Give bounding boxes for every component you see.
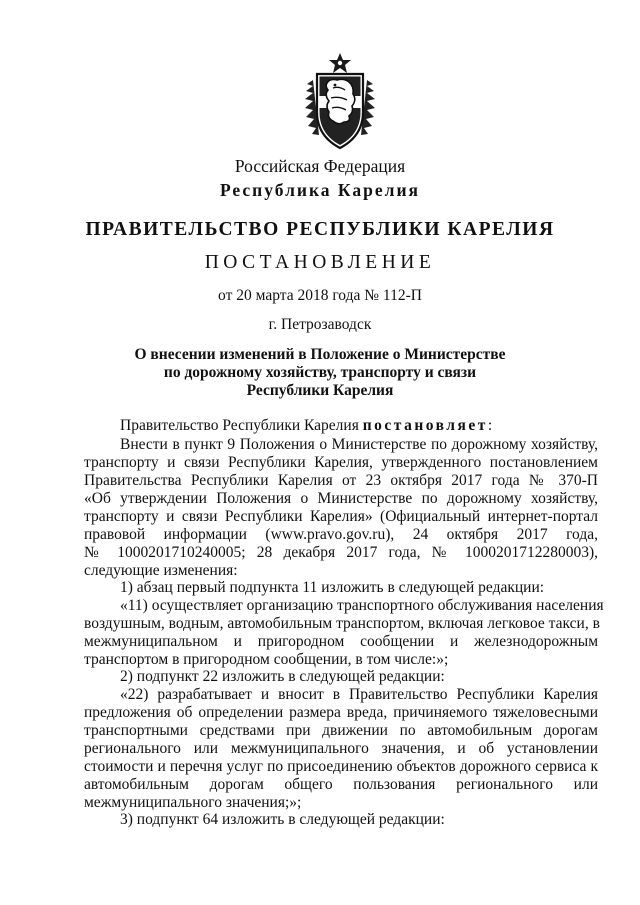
body-line: автомобильным дорогам общего пользования регионального или: [84, 776, 598, 793]
body-line: «Об утверждении Положения о Министерстве по дорожному хозяйству,: [84, 490, 598, 507]
body-line: 3) подпункт 64 изложить в следующей редакции:: [120, 811, 445, 828]
country-name: Российская Федерация: [234, 156, 406, 176]
body-line: Внести в пункт 9 Положения о Министерстве по дорожному хозяйству,: [120, 436, 598, 453]
body-line: регионального или межмуниципального значения, и об установлении: [84, 740, 598, 757]
body-line: воздушным, водным, автомобильным транспортом, включая легковое такси, в: [84, 615, 600, 632]
body-line: следующие изменения:: [84, 562, 238, 579]
body-line: предложения об определении размера вреда, причиняемого тяжеловесными: [84, 704, 598, 721]
body-line: Правительства Республики Карелия от 23 октября 2017 года № 370-П: [84, 472, 598, 489]
body-line: межмуниципального значения;»;: [84, 794, 302, 811]
body-line: транспортными средствами при движении по автомобильным дорогам: [84, 722, 598, 739]
preamble-keyword: постановляет: [362, 417, 488, 434]
republic-name: Республика Карелия: [219, 180, 421, 200]
body-line: межмуниципальном и пригородном сообщении и железнодорожным: [84, 633, 598, 650]
document-title-line: Республики Карелия: [246, 382, 394, 399]
body-line: 2) подпункт 22 изложить в следующей редакции:: [120, 668, 445, 685]
preamble-text: Правительство Республики Карелия: [120, 417, 363, 434]
body-line: транспортом в пригородном сообщении, в том числе:»;: [84, 651, 449, 668]
body-line: стоимости и перечня услуг по присоединению объектов дорожного сервиса к: [84, 758, 598, 775]
city: г. Петрозаводск: [268, 316, 372, 333]
body-line: 1) абзац первый подпункта 11 изложить в следующей редакции:: [120, 579, 545, 596]
document-type: ПОСТАНОВЛЕНИЕ: [204, 252, 436, 273]
body-line: транспорту и связи Республики Карелия, утвержденного постановлением: [84, 454, 598, 471]
government-heading: ПРАВИТЕЛЬСТВО РЕСПУБЛИКИ КАРЕЛИЯ: [85, 219, 555, 240]
coat-of-arms-emblem: [297, 50, 383, 154]
document-title-line: О внесении изменений в Положение о Министерстве: [134, 346, 506, 363]
preamble-colon: :: [487, 417, 493, 434]
body-line: правовой информации (www.pravo.gov.ru), 24 октября 2017 года,: [84, 526, 598, 543]
document-title-line: по дорожному хозяйству, транспорту и связи: [163, 364, 477, 381]
preamble: [120, 417, 598, 435]
body-line: транспорту и связи Республики Карелия» (Официальный интернет-портал: [84, 508, 598, 525]
body-line: № 1000201710240005; 28 декабря 2017 года, № 1000201712280003),: [84, 544, 598, 561]
date-and-number: от 20 марта 2018 года № 112-П: [218, 287, 422, 304]
body-line: «11) осуществляет организацию транспортного обслуживания населения: [120, 597, 604, 614]
body-line: «22) разрабатывает и вносит в Правительство Республики Карелия: [120, 686, 598, 703]
